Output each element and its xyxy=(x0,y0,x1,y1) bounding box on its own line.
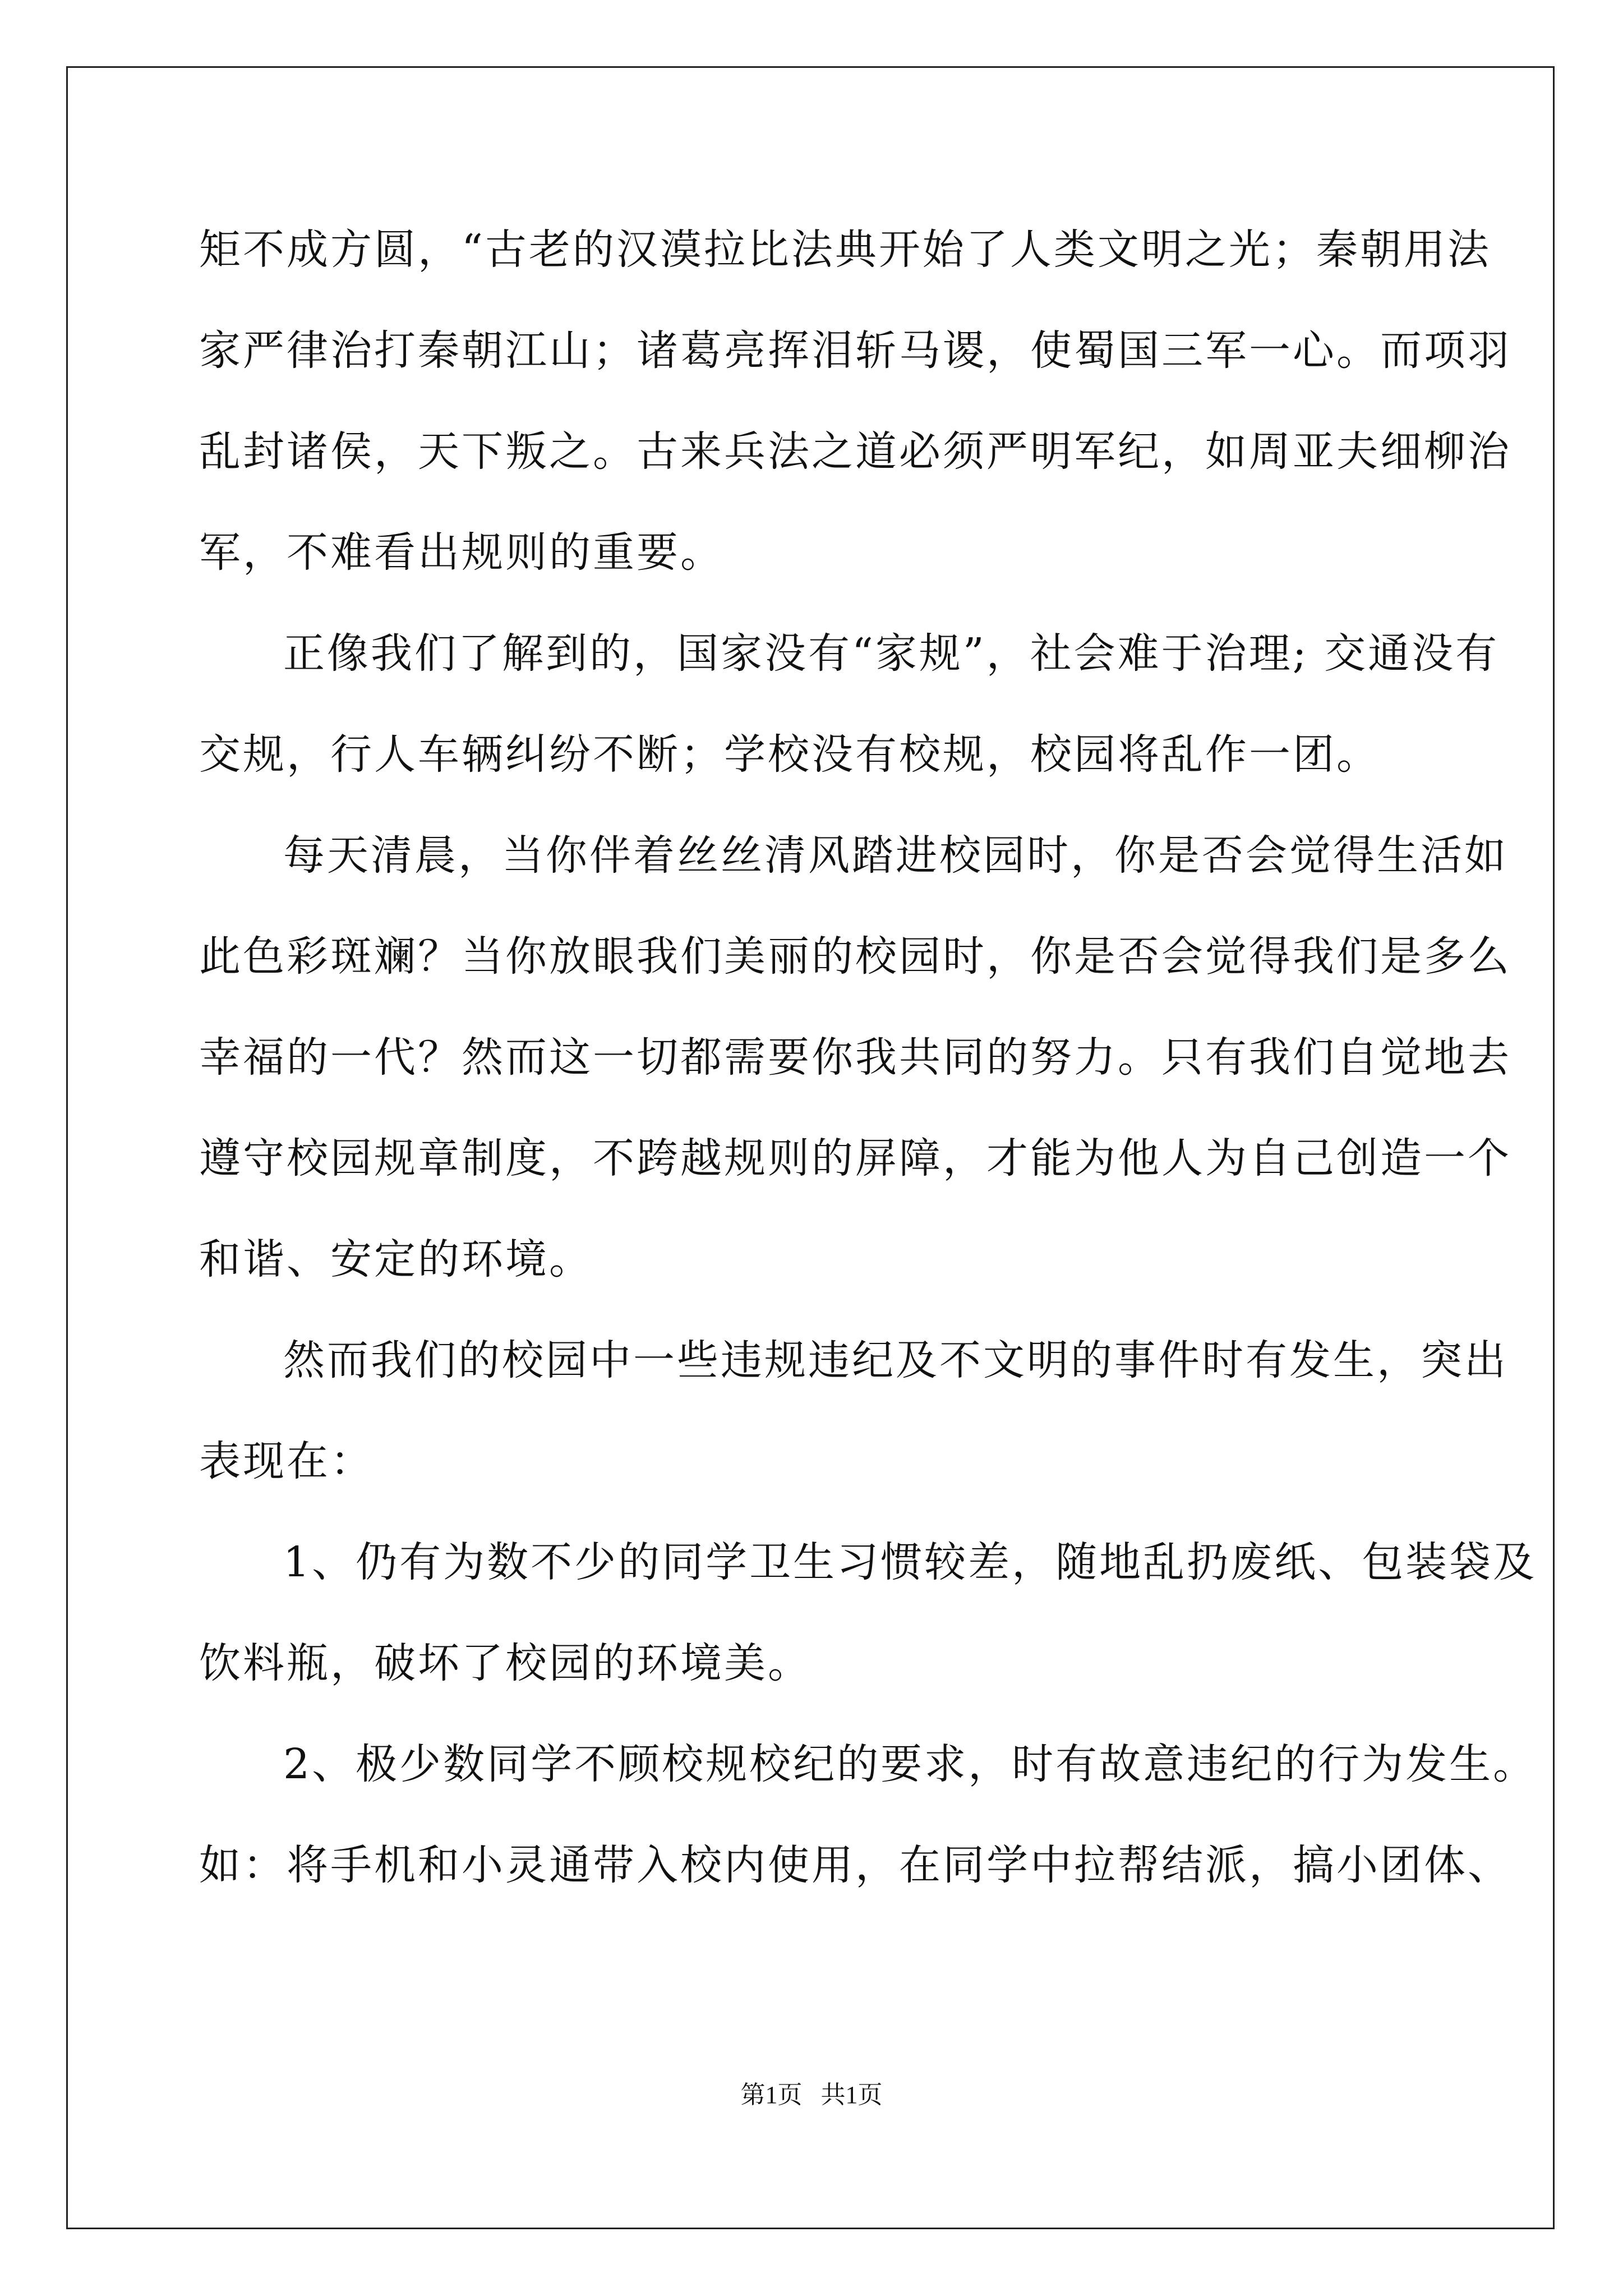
paragraph-4-line-2: 表现在： xyxy=(199,1437,374,1485)
paragraph-4-line-1: 然而我们的校园中一些违规违纪及不文明的事件时有发生，突出 xyxy=(283,1336,1508,1384)
paragraph-3-line-5: 和谐、安定的环境。 xyxy=(199,1235,593,1283)
paragraph-1-line-4: 军，不难看出规则的重要。 xyxy=(199,528,724,577)
paragraph-1-line-3: 乱封诸侯，天下叛之。古来兵法之道必须严明军纪，如周亚夫细柳治 xyxy=(199,427,1511,476)
paragraph-2-line-2: 交规，行人车辆纠纷不断；学校没有校规，校园将乱作一团。 xyxy=(199,730,1380,779)
paragraph-1-line-1: 矩不成方圆，“古老的汉漠拉比法典开始了人类文明之光；秦朝用法 xyxy=(199,226,1491,274)
paragraph-3-line-4: 遵守校园规章制度，不跨越规则的屏障，才能为他人为自己创造一个 xyxy=(199,1134,1511,1182)
list-item-2-line-1: 2、极少数同学不顾校规校纪的要求，时有故意违纪的行为发生。 xyxy=(283,1740,1537,1788)
paragraph-3-line-1: 每天清晨，当你伴着丝丝清风踏进校园时，你是否会觉得生活如 xyxy=(283,831,1508,880)
paragraph-2-line-1: 正像我们了解到的，国家没有“家规”，社会难于治理; 交通没有 xyxy=(283,629,1500,678)
paragraph-3-line-3: 幸福的一代？然而这一切都需要你我共同的努力。只有我们自觉地去 xyxy=(199,1033,1511,1082)
paragraph-3-line-2: 此色彩斑斓？当你放眼我们美丽的校园时，你是否会觉得我们是多么 xyxy=(199,932,1511,981)
list-item-1-line-1: 1、仍有为数不少的同学卫生习惯较差，随地乱扔废纸、包装袋及 xyxy=(283,1538,1537,1586)
list-item-1-line-2: 饮料瓶，破坏了校园的环境美。 xyxy=(199,1639,811,1687)
page-footer: 第1页 共1页 xyxy=(740,2081,883,2109)
list-item-2-line-2: 如：将手机和小灵通带入校内使用，在同学中拉帮结派，搞小团体、 xyxy=(199,1841,1511,1889)
paragraph-1-line-2: 家严律治打秦朝江山；诸葛亮挥泪斩马谡，使蜀国三军一心。而项羽 xyxy=(199,326,1511,375)
